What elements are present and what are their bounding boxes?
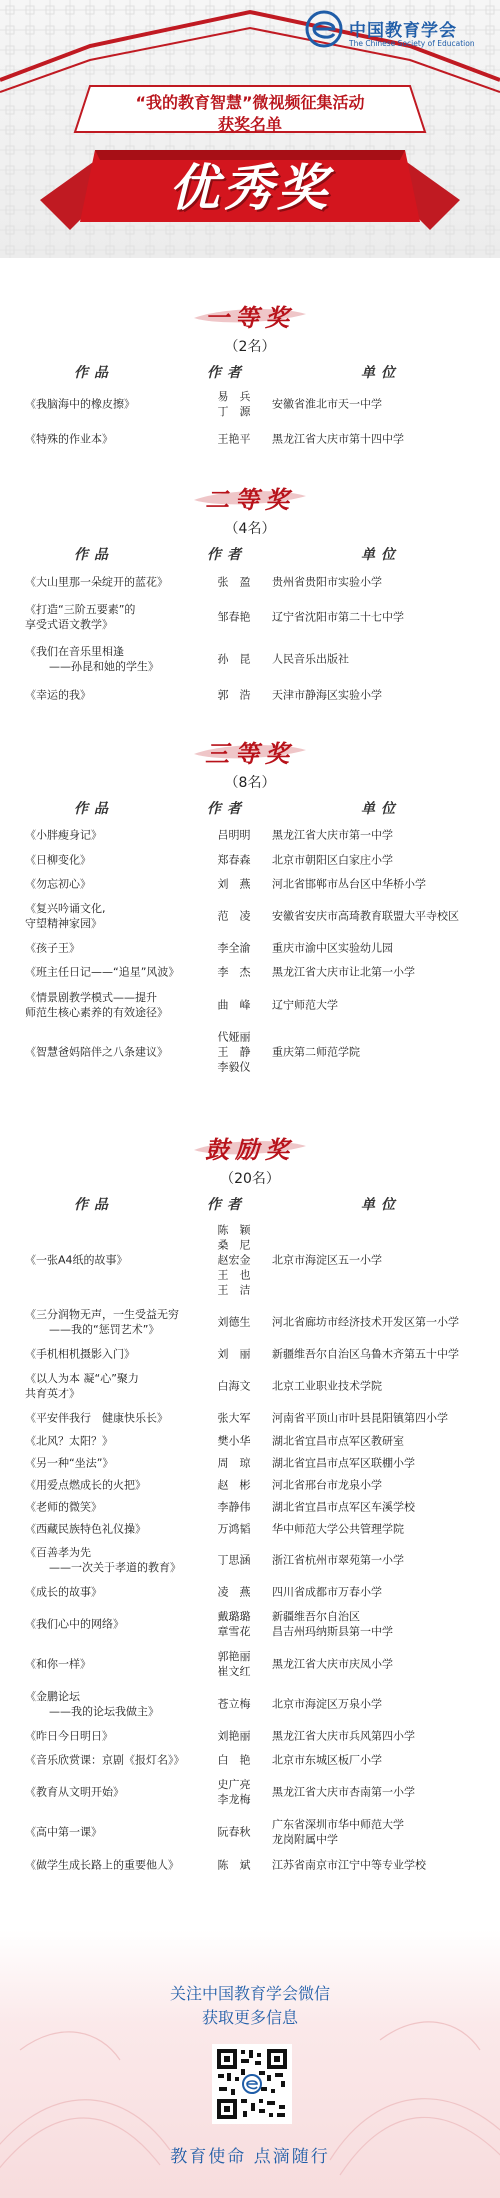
follow-wechat-text: 关注中国教育学会微信: [169, 1984, 330, 2003]
work-title: 《日柳变化》: [25, 853, 91, 867]
work-title: 师范生核心素养的有效途径》: [25, 1006, 168, 1019]
section-second-prize: [0, 478, 500, 710]
author-name: 代娅丽: [217, 1030, 251, 1044]
author-name: 刘 燕: [217, 877, 251, 891]
author-name: 丁 源: [217, 405, 251, 418]
table-row: [0, 1644, 500, 1684]
work-title: 《小胖瘦身记》: [25, 828, 102, 842]
author-name: 桑 尼: [217, 1238, 251, 1252]
work-title: 《我们心中的网络》: [25, 1617, 124, 1631]
award-title: 优秀奖: [169, 158, 331, 217]
section-encouragement-prize: [0, 1128, 500, 1878]
unit-name: 四川省成都市万春小学: [272, 1585, 382, 1599]
unit-name: 黑龙江省大庆市让北第一小学: [272, 965, 415, 979]
unit-name: 华中师范大学公共管理学院: [272, 1522, 404, 1536]
work-title: 《班主任日记——“追星”风波》: [25, 965, 180, 979]
work-title: 《做学生成长路上的重要他人》: [25, 1858, 179, 1872]
author-name: 苍立梅: [217, 1697, 251, 1711]
unit-name: 北京市海淀区五一小学: [272, 1253, 382, 1267]
column-header-author: 作者: [207, 365, 247, 381]
table-row: [0, 568, 500, 596]
author-name: 曲 峰: [217, 998, 251, 1012]
table-row: [0, 822, 500, 848]
work-title: 《北风？太阳？》: [25, 1434, 113, 1448]
campaign-title-line1: “我的教育智慧”微视频征集活动: [135, 93, 365, 112]
table-row: [0, 1580, 500, 1604]
unit-name: 北京市朝阳区白家庄小学: [272, 853, 393, 867]
work-title: 《金鹏论坛: [25, 1690, 80, 1703]
column-headers: [0, 358, 500, 386]
author-name: 崔文红: [217, 1665, 251, 1678]
campaign-title-line2: 获奖名单: [217, 115, 282, 134]
author-name: 赵 彬: [217, 1478, 251, 1492]
unit-name: 北京市东城区板厂小学: [272, 1753, 382, 1767]
column-header-author: 作者: [207, 801, 247, 817]
author-name: 章雪花: [217, 1625, 251, 1638]
author-name: 王 静: [217, 1045, 251, 1059]
author-name: 李龙梅: [217, 1793, 251, 1806]
unit-name: 广东省深圳市华中师范大学: [272, 1818, 404, 1831]
table-row: [0, 1430, 500, 1452]
table-row: [0, 936, 500, 960]
table-row: [0, 1604, 500, 1644]
table-row: [0, 1518, 500, 1540]
work-title: 《音乐欣赏课：京剧《报灯名》》: [25, 1753, 185, 1767]
author-name: 李毅仪: [217, 1060, 251, 1074]
work-title: 共育英才》: [25, 1387, 80, 1400]
author-name: 刘 丽: [217, 1347, 251, 1361]
work-title: 《老师的微笑》: [25, 1500, 102, 1514]
unit-name: 河南省平顶山市叶县昆阳镇第四小学: [272, 1411, 448, 1425]
unit-name: 人民音乐出版社: [272, 652, 349, 666]
work-title: 《另一种“坐法”》: [25, 1456, 114, 1470]
work-title: 《三分润物无声，一生受益无穷: [25, 1308, 179, 1321]
work-title: ——我的“惩罚艺术”》: [49, 1323, 160, 1336]
author-name: 李 杰: [217, 965, 251, 979]
table-row: [0, 1302, 500, 1342]
unit-name: 贵州省贵阳市实验小学: [272, 575, 382, 589]
work-title: 守望精神家园》: [25, 917, 102, 930]
table-row: [0, 1366, 500, 1406]
work-title: 《情景剧教学模式——提升: [25, 991, 157, 1004]
footer: [0, 1930, 500, 2198]
author-name: 王 也: [217, 1268, 251, 1282]
table-row: [0, 960, 500, 984]
work-title: 《智慧爸妈陪伴之八条建议》: [25, 1045, 168, 1059]
author-name: 周 琼: [217, 1456, 251, 1470]
work-title: 《一张A4纸的故事》: [25, 1253, 128, 1267]
work-title: 《勿忘初心》: [25, 877, 91, 891]
work-title: 《用爱点燃成长的火把》: [25, 1478, 146, 1492]
work-title: 《和你一样》: [25, 1657, 91, 1671]
author-name: 赵宏金: [217, 1253, 251, 1267]
table-row: [0, 1772, 500, 1812]
table-row: [0, 422, 500, 456]
column-headers: [0, 794, 500, 822]
table-row: [0, 1812, 500, 1852]
author-name: 王 洁: [217, 1283, 251, 1297]
unit-name: 黑龙江省大庆市第十四中学: [272, 432, 404, 446]
author-name: 李静伟: [217, 1500, 251, 1514]
table-row: [0, 848, 500, 872]
unit-name: 北京工业职业技术学院: [272, 1379, 382, 1393]
author-name: 李全渝: [217, 941, 251, 955]
column-header-unit: 单位: [361, 365, 401, 381]
more-info-text: 获取更多信息: [201, 2008, 298, 2027]
unit-name: 安徽省淮北市天一中学: [272, 397, 382, 411]
column-headers: [0, 540, 500, 568]
unit-name: 湖北省宜昌市点军区车溪学校: [272, 1500, 415, 1514]
author-name: 白 艳: [217, 1753, 251, 1767]
work-title: 《打造“三阶五要素”的: [25, 603, 136, 616]
table-row: [0, 1218, 500, 1302]
author-name: 戴璐璐: [217, 1610, 251, 1623]
work-title: 《昨日今日明日》: [25, 1729, 113, 1743]
work-title: 《平安伴我行 健康快乐长》: [25, 1411, 168, 1425]
section-first-prize: [0, 296, 500, 456]
author-name: 刘艳丽: [217, 1729, 251, 1743]
work-title: 《孩子王》: [25, 941, 80, 955]
author-name: 范 凌: [217, 909, 251, 923]
unit-name: 黑龙江省大庆市兵风第四小学: [272, 1729, 415, 1743]
work-title: ——一次关于孝道的教育》: [49, 1561, 181, 1574]
author-name: 阮春秋: [217, 1825, 251, 1839]
work-title: 《教育从文明开始》: [25, 1785, 124, 1799]
society-emblem-icon: [305, 10, 343, 48]
unit-name: 河北省邢台市龙泉小学: [272, 1478, 382, 1492]
unit-name: 新疆维吾尔自治区乌鲁木齐第五十中学: [272, 1347, 459, 1361]
work-title: ——孙昆和她的学生》: [49, 660, 159, 673]
section-count: （20名）: [220, 1171, 280, 1187]
unit-name: 黑龙江省大庆市杏南第一小学: [272, 1785, 415, 1799]
work-title: 《我们在音乐里相逢: [25, 645, 124, 658]
unit-name: 天津市静海区实验小学: [272, 688, 382, 702]
table-row: [0, 1342, 500, 1366]
author-name: 孙 昆: [217, 652, 251, 666]
table-row: [0, 1540, 500, 1580]
column-header-unit: 单位: [361, 547, 401, 563]
unit-name: 河北省廊坊市经济技术开发区第一小学: [272, 1315, 459, 1329]
unit-name: 黑龙江省大庆市第一中学: [272, 828, 393, 842]
table-row: [0, 1852, 500, 1878]
unit-name: 浙江省杭州市翠苑第一小学: [272, 1553, 404, 1567]
work-title: 《西藏民族特色礼仪操》: [25, 1522, 146, 1536]
column-headers: [0, 1190, 500, 1218]
section-title: 一等奖: [205, 303, 295, 332]
author-name: 陈 颖: [217, 1223, 251, 1237]
table-row: [0, 1452, 500, 1474]
author-name: 郭 浩: [217, 688, 251, 702]
unit-name: 湖北省宜昌市点军区教研室: [272, 1434, 404, 1448]
motto-text: 教育使命 点滴随行: [170, 2147, 330, 2167]
work-title: 《成长的故事》: [25, 1585, 102, 1599]
work-title: 《百善孝为先: [25, 1546, 91, 1559]
work-title: 《幸运的我》: [25, 688, 91, 702]
table-row: [0, 1748, 500, 1772]
unit-name: 重庆第二师范学院: [272, 1045, 360, 1059]
column-header-work: 作品: [74, 801, 114, 817]
table-row: [0, 1474, 500, 1496]
author-name: 郑春森: [217, 853, 251, 867]
unit-name: 安徽省安庆市高琦教育联盟大平寺校区: [272, 909, 459, 923]
author-name: 易 兵: [217, 390, 251, 403]
section-title: 鼓励奖: [205, 1135, 295, 1164]
table-row: [0, 638, 500, 680]
campaign-title: [100, 92, 400, 136]
table-row: [0, 872, 500, 896]
table-row: [0, 1406, 500, 1430]
author-name: 史广亮: [217, 1778, 251, 1791]
author-name: 王艳平: [217, 432, 251, 446]
column-header-author: 作者: [207, 1197, 247, 1213]
unit-name: 江苏省南京市江宁中等专业学校: [272, 1858, 426, 1872]
work-title: 《高中第一课》: [25, 1825, 102, 1839]
section-title: 三等奖: [205, 739, 295, 768]
unit-name: 新疆维吾尔自治区: [272, 1610, 360, 1623]
section-title: 二等奖: [205, 485, 295, 514]
unit-name: 重庆市渝中区实验幼儿园: [272, 941, 393, 955]
table-row: [0, 1026, 500, 1078]
unit-name: 辽宁师范大学: [272, 998, 338, 1012]
unit-name: 河北省邯郸市丛台区中华桥小学: [272, 877, 426, 891]
author-name: 张 盈: [217, 575, 251, 589]
table-row: [0, 680, 500, 710]
org-name-cn: 中国教育学会: [349, 21, 457, 41]
unit-name: 湖北省宜昌市点军区联棚小学: [272, 1456, 415, 1470]
work-title: 《大山里那一朵绽开的蓝花》: [25, 575, 168, 589]
author-name: 陈 斌: [217, 1858, 251, 1872]
column-header-unit: 单位: [361, 801, 401, 817]
column-header-author: 作者: [207, 547, 247, 563]
table-row: [0, 1496, 500, 1518]
unit-name: 辽宁省沈阳市第二十七中学: [272, 610, 404, 624]
section-count: （4名）: [224, 521, 276, 537]
unit-name: 昌吉州玛纳斯县第一中学: [272, 1625, 393, 1638]
author-name: 白海文: [217, 1379, 251, 1393]
wechat-qr-code[interactable]: [212, 2044, 292, 2124]
header-banner: [0, 0, 500, 258]
author-name: 刘德生: [217, 1315, 251, 1329]
author-name: 凌 燕: [217, 1585, 251, 1599]
author-name: 万鸿韬: [217, 1522, 251, 1536]
column-header-work: 作品: [74, 547, 114, 563]
column-header-work: 作品: [74, 365, 114, 381]
section-third-prize: [0, 732, 500, 1078]
author-name: 丁思涵: [217, 1553, 251, 1567]
unit-name: 黑龙江省大庆市庆凤小学: [272, 1657, 393, 1671]
work-title: 《特殊的作业本》: [25, 432, 113, 446]
work-title: 《以人为本 凝“心”聚力: [25, 1372, 139, 1385]
table-row: [0, 1684, 500, 1724]
author-name: 郭艳丽: [217, 1650, 251, 1663]
org-logo: [305, 8, 497, 54]
column-header-unit: 单位: [361, 1197, 401, 1213]
table-row: [0, 596, 500, 638]
column-header-work: 作品: [74, 1197, 114, 1213]
table-row: [0, 386, 500, 422]
unit-name: 北京市海淀区万泉小学: [272, 1697, 382, 1711]
table-row: [0, 896, 500, 936]
work-title: 《复兴吟诵文化,: [25, 902, 106, 915]
work-title: 享受式语文教学》: [25, 618, 113, 631]
unit-name: 龙岗附属中学: [272, 1833, 338, 1846]
work-title: ——我的论坛我做主》: [49, 1705, 159, 1718]
org-name-en: The Chinese Society of Education: [349, 39, 475, 48]
author-name: 樊小华: [217, 1434, 251, 1448]
section-count: （2名）: [224, 339, 276, 355]
work-title: 《我脑海中的橡皮擦》: [25, 397, 135, 411]
author-name: 吕明明: [217, 828, 251, 842]
author-name: 张大军: [217, 1411, 251, 1425]
table-row: [0, 984, 500, 1026]
section-count: （8名）: [224, 775, 276, 791]
table-row: [0, 1724, 500, 1748]
author-name: 邹春艳: [217, 610, 251, 624]
work-title: 《手机相机摄影入门》: [25, 1347, 135, 1361]
